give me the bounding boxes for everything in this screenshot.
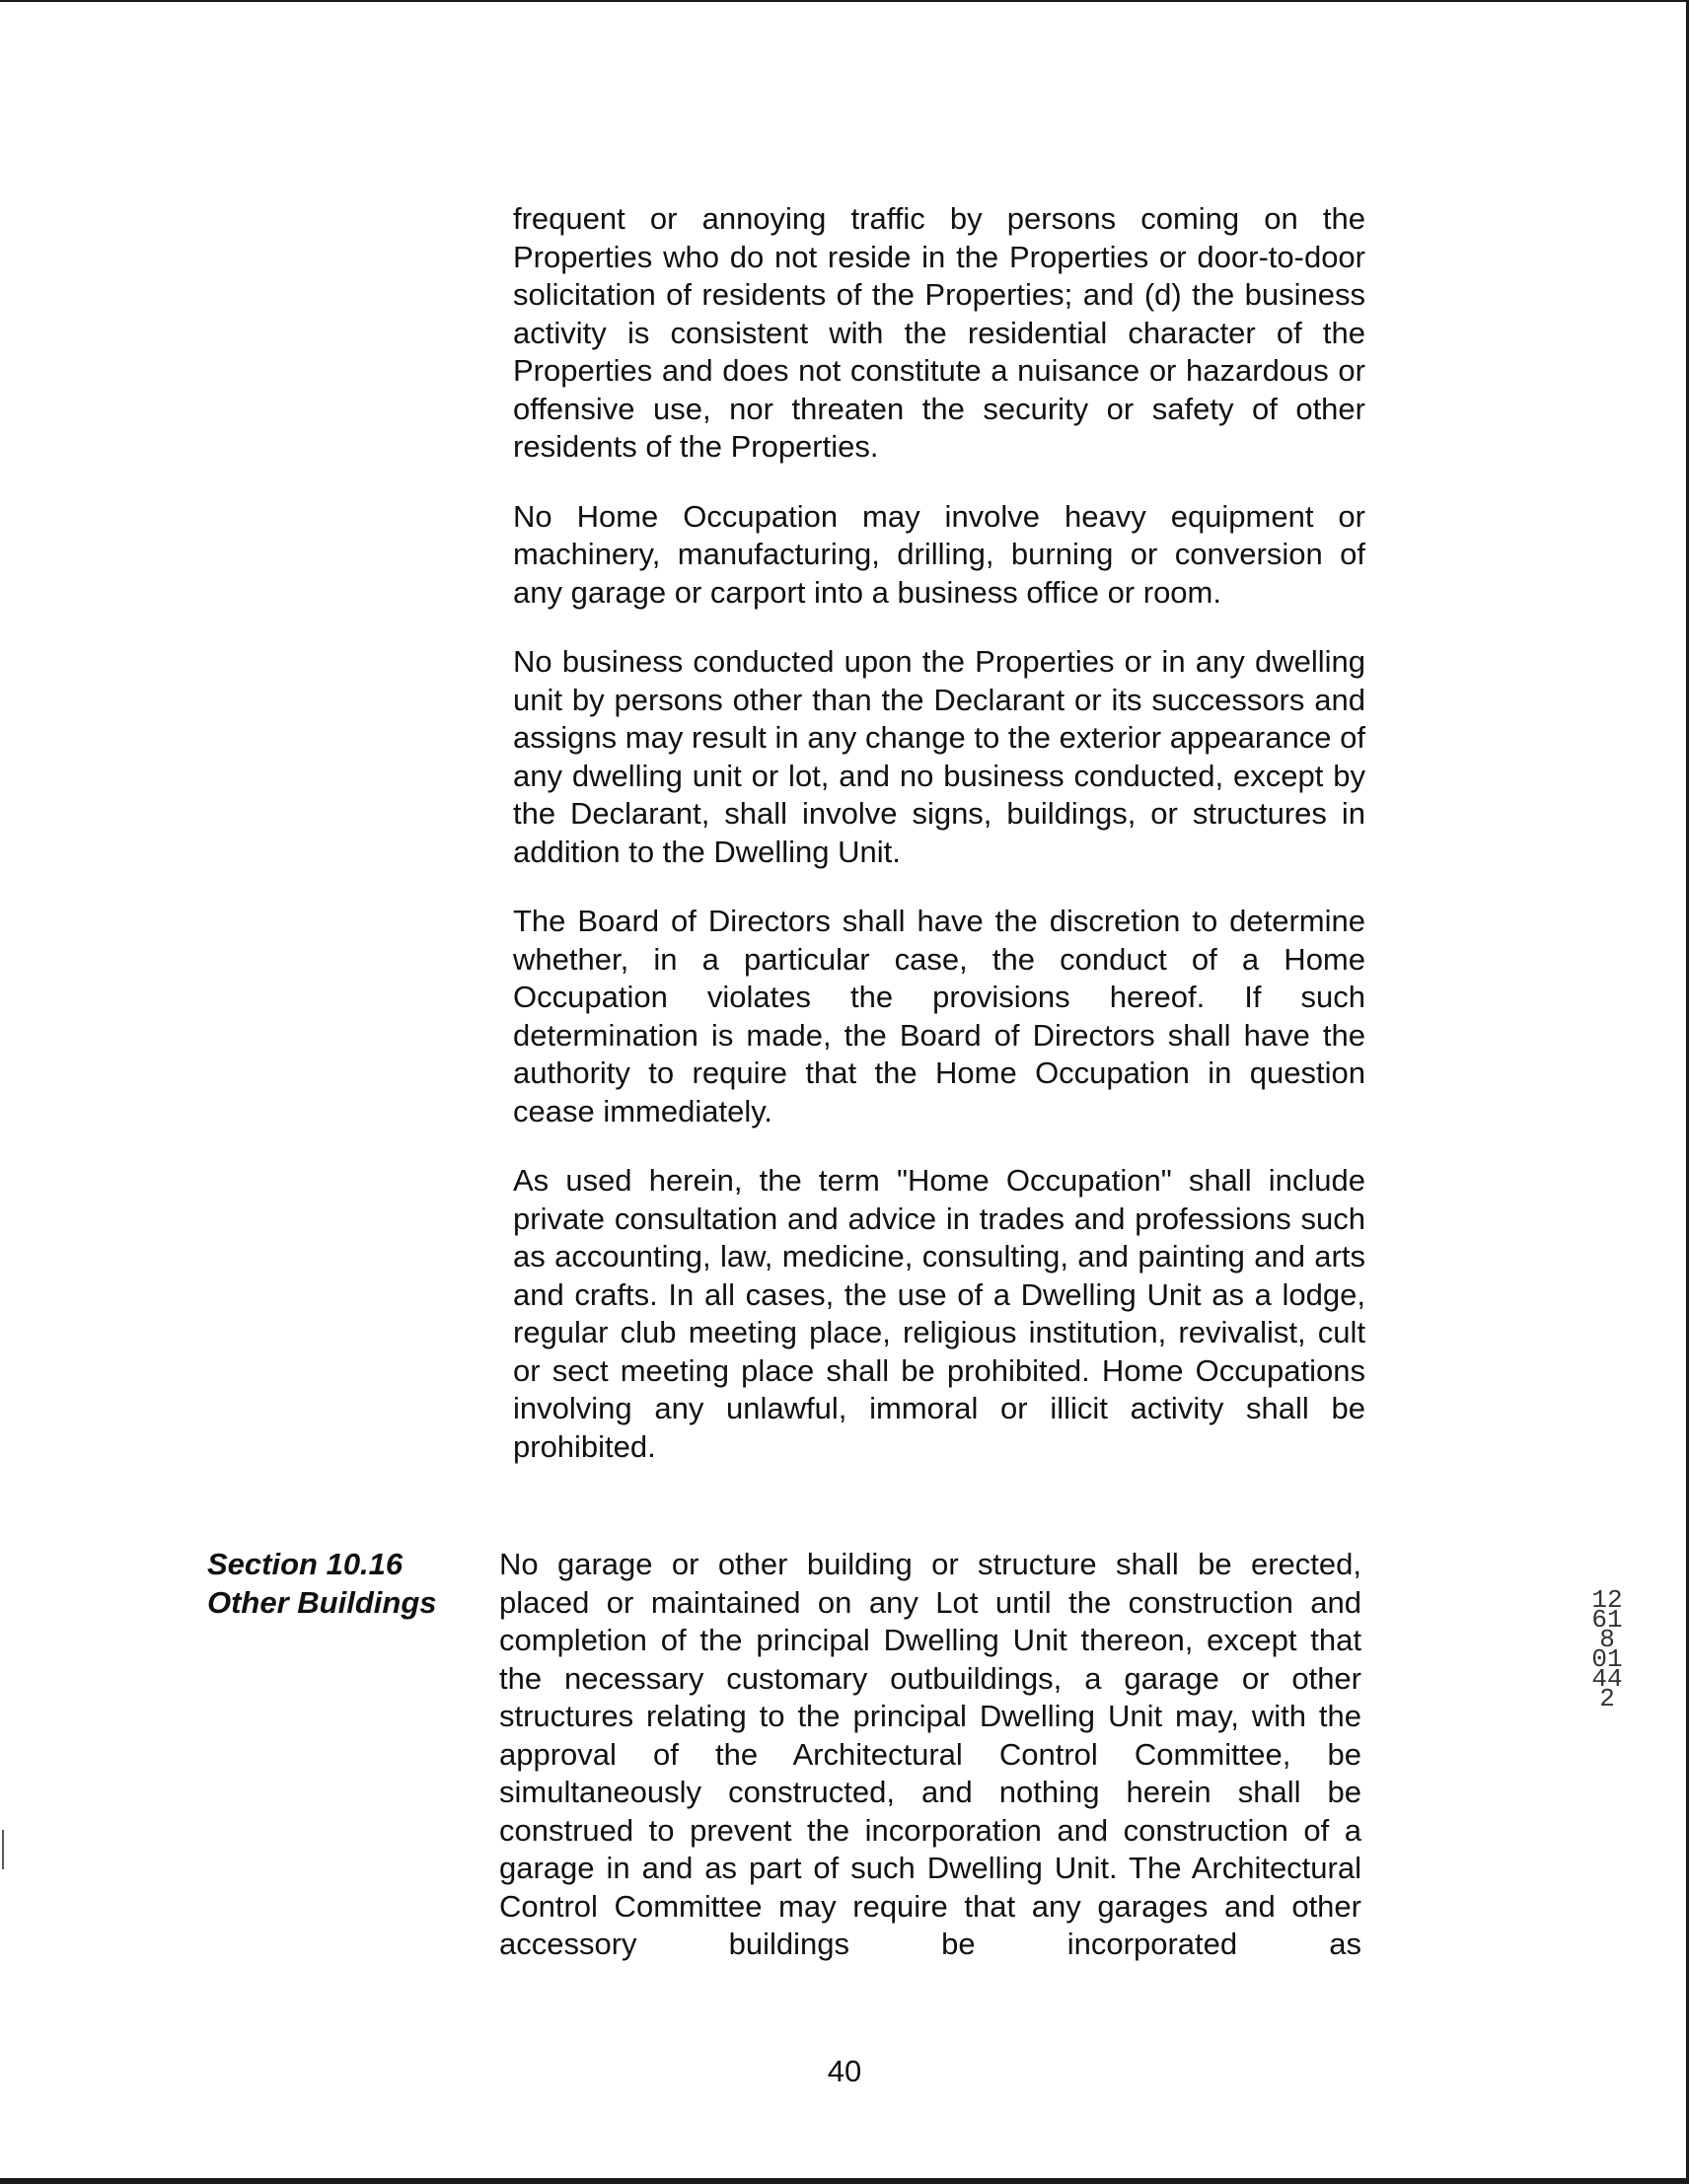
paragraph-business-activity: frequent or annoying traffic by persons coming on the Properties who do not reside in the Properties or door-to-door solicitation of residents of the Properties; and (d) the business activity is consistent with the residential character of the Properties and does not constitute a nuisance or hazardous or offensive use, nor threaten the security or safety of other residents of the Properties. — [513, 201, 1365, 464]
scan-edge-mark — [2, 1830, 4, 1869]
section-title: Other Buildings — [207, 1584, 437, 1620]
paragraph-board-discretion: The Board of Directors shall have the discretion to determine whether, in a particular case, the conduct of a Home Occupation violates the provisions hereof. If such determination is made, the Board of Directors shall have the authority to require that the Home Occupation in question cease immediately. — [513, 904, 1365, 1128]
paragraph-exterior-appearance: No business conducted upon the Properties or in any dwelling unit by persons other than the Declarant or its successors and assigns may result in any change to the exterior appearance of any dwelling unit or lot, and no business conducted, except by the Declarant, shall involve signs, buildings, or structures in addition to the Dwelling Unit. — [513, 644, 1365, 869]
scan-edge-bottom — [0, 2178, 1689, 2184]
recording-stamp: 12618 01442 — [1591, 1585, 1623, 1713]
page-number: 40 — [827, 2054, 862, 2088]
section-number: Section 10.16 — [207, 1547, 404, 1581]
body-column — [513, 200, 1365, 1497]
paragraph-heavy-equipment: No Home Occupation may involve heavy equipment or machinery, manufacturing, drilling, burning or conversion of any garage or carport into a business office or room. — [513, 498, 1365, 610]
section-text: No garage or other building or structure shall be erected, placed or maintained on any Lot until the construction and completion of the principal Dwelling Unit thereon, except that the necessary customary outbuildings, a garage or other structures relating to the principal Dwelling Unit may, with the approval of the Architectural Control Committee, be simultaneously constructed, and nothing herein shall be construed to prevent the incorporation and construction of a garage in and as part of such Dwelling Unit. The Architectural Control Committee may require that any garages and other accessory buildings be incorporated as — [499, 1547, 1361, 1961]
paragraph-home-occupation-definition: As used herein, the term "Home Occupation" shall include private consultation and advice in trades and professions such as accounting, law, medicine, consulting, and painting and arts and crafts. In all cases, the use of a Dwelling Unit as a lodge, regular club meeting place, religious institution, revivalist, cult or sect meeting place shall be prohibited. Home Occupations involving any unlawful, immoral or illicit activity shall be prohibited. — [513, 1163, 1365, 1464]
section-heading — [207, 1546, 466, 1622]
scan-edge-top — [0, 0, 1689, 2]
